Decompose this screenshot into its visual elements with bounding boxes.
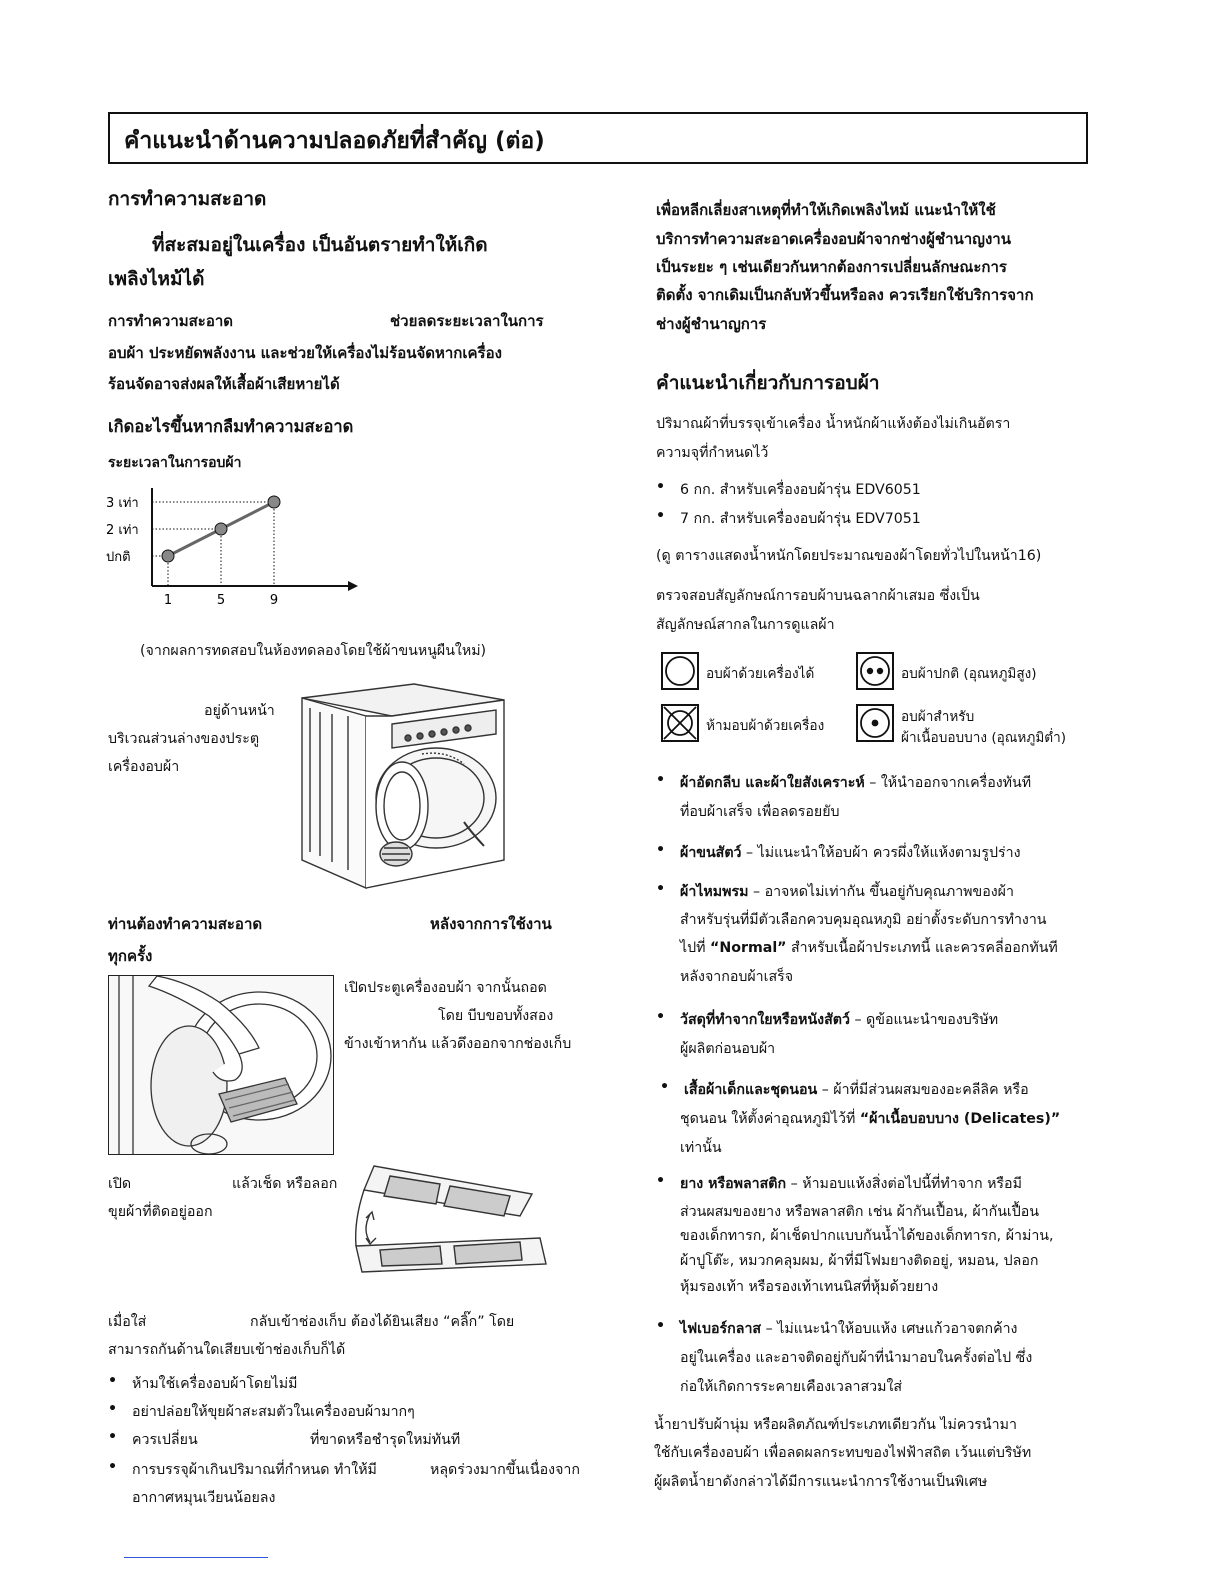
no-tumble-symbol bbox=[661, 704, 699, 742]
drying-heading: คำแนะนำเกี่ยวกับการอบผ้า bbox=[656, 372, 880, 394]
right-para1-5: ช่างผู้ชำนาญการ bbox=[656, 315, 767, 333]
rubber-text: – ห้ามอบแห้งสิ่งต่อไปนี้ที่ทำจาก หรือมี bbox=[786, 1176, 1022, 1192]
location-line-2: บริเวณส่วนล่างของประตู bbox=[108, 731, 260, 747]
rubber-line-3: ของเด็กทารก, ผ้าเช็ดปากแบบกันน้ำได้ของเด็กทารก, ผ้าม่าน, bbox=[680, 1228, 1054, 1244]
starch-item bbox=[680, 772, 1031, 794]
silk-3a: ไปที่ bbox=[680, 940, 711, 956]
chart-x-arrow bbox=[348, 581, 358, 591]
load-line-2: ความจุที่กำหนดไว้ bbox=[656, 445, 769, 461]
baby-bold: เสื้อผ้าเด็กและชุดนอน bbox=[684, 1082, 818, 1098]
silk-item bbox=[680, 881, 1014, 903]
fiberglass-item bbox=[680, 1318, 1017, 1340]
no-tumble-label: ห้ามอบผ้าด้วยเครื่อง bbox=[706, 718, 825, 734]
cleaning-heading: การทำความสะอาด bbox=[108, 188, 267, 210]
no-tumble-icon bbox=[663, 706, 697, 740]
cleaning-warning-1: ที่สะสมอยู่ในเครื่อง เป็นอันตรายทำให้เกิด bbox=[152, 234, 488, 256]
chart-x-tick: 9 bbox=[269, 593, 279, 608]
open-line-1: เปิดประตูเครื่องอบผ้า จากนั้นถอด bbox=[344, 980, 547, 996]
must-clean-1b: หลังจากการใช้งาน bbox=[430, 915, 552, 933]
symbol-line-1: ตรวจสอบสัญลักษณ์การอบผ้าบนฉลากผ้าเสมอ ซึ่งเป็น bbox=[656, 588, 980, 604]
cleaning-warning-2: เพลิงไหม้ได้ bbox=[108, 268, 205, 290]
must-clean-1a: ท่านต้องทำความสะอาด bbox=[108, 915, 263, 933]
fiberglass-bold: ไฟเบอร์กลาส bbox=[680, 1321, 762, 1337]
fur-bold: ผ้าขนสัตว์ bbox=[680, 845, 742, 861]
load-line-1: ปริมาณผ้าที่บรรจุเข้าเครื่อง น้ำหนักผ้าแห้งต้องไม่เกินอัตรา bbox=[656, 416, 1011, 432]
rubber-line-2: ส่วนผสมของยาง หรือพลาสติก เช่น ผ้ากันเปื้อน, ผ้ากันเปื้อน bbox=[680, 1204, 1039, 1220]
right-para1-2: บริการทำความสะอาดเครื่องอบผ้าจากช่างผู้ชำนาญงาน bbox=[656, 230, 1011, 248]
softener-line-3: ผู้ผลิตน้ำยาดังกล่าวได้มีการแนะนำการใช้งานเป็นพิเศษ bbox=[654, 1474, 988, 1490]
baby-item bbox=[684, 1079, 1029, 1101]
chart-point bbox=[268, 496, 280, 508]
normal-heat-label: อบผ้าปกติ (อุณหภูมิสูง) bbox=[901, 666, 1037, 682]
fur-item bbox=[680, 842, 1021, 864]
wipe-line-2: ขุยผ้าที่ติดอยู่ออก bbox=[108, 1204, 213, 1220]
softener-line-2: ใช้กับเครื่องอบผ้า เพื่อลดผลกระทบของไฟฟ้าสถิต เว้นแต่บริษัท bbox=[654, 1445, 1032, 1461]
right-para1-3: เป็นระยะ ๆ เช่นเดียวกันหากต้องการเปลี่ยนลักษณะการ bbox=[656, 258, 1007, 276]
insert-line-2: สามารถกันด้านใดเสียบเข้าช่องเก็บก็ได้ bbox=[108, 1342, 346, 1358]
wipe-line-1a: เปิด bbox=[108, 1176, 132, 1192]
chart-y-tick: 2 เท่า bbox=[106, 523, 139, 538]
model-6kg: • 6 กก. สำหรับเครื่องอบผ้ารุ่น EDV6051 bbox=[680, 479, 921, 501]
fiberglass-line-3: ก่อให้เกิดการระคายเคืองเวลาสวมใส่ bbox=[680, 1379, 903, 1395]
lint-filter-illustration bbox=[350, 1160, 554, 1282]
forget-heading: เกิดอะไรขึ้นหากลืมทำความสะอาด bbox=[108, 417, 354, 436]
leather-item bbox=[680, 1009, 998, 1031]
left-bullet-4c: อากาศหมุนเวียนน้อยลง bbox=[132, 1490, 276, 1506]
low-heat-icon bbox=[858, 706, 892, 740]
left-bullet-3b: ที่ขาดหรือชำรุดใหม่ทันที bbox=[310, 1432, 461, 1448]
drying-time-chart bbox=[104, 484, 364, 610]
test-note: (จากผลการทดสอบในห้องทดลองโดยใช้ผ้าขนหนูผืนใหม่) bbox=[140, 643, 487, 659]
silk-text: – อาจหดไม่เท่ากัน ขึ้นอยู่กับคุณภาพของผ้า bbox=[748, 884, 1014, 900]
left-bullet-4b: หลุดร่วงมากขึ้นเนื่องจาก bbox=[430, 1462, 580, 1478]
remove-filter-photo bbox=[108, 975, 334, 1155]
chart-y-tick: ปกติ bbox=[106, 550, 131, 565]
softener-line-1: น้ำยาปรับผ้านุ่ม หรือผลิตภัณฑ์ประเภทเดียวกัน ไม่ควรนำมา bbox=[654, 1417, 1017, 1433]
tumble-dry-label: อบผ้าด้วยเครื่องได้ bbox=[706, 666, 815, 682]
right-para1-4: ติดตั้ง จากเดิมเป็นกลับหัวขึ้นหรือลง ควรเรียกใช้บริการจาก bbox=[656, 286, 1034, 304]
left-bullet-2: • อย่าปล่อยให้ขุยผ้าสะสมตัวในเครื่องอบผ้ามากๆ bbox=[132, 1401, 415, 1423]
baby-line-3: เท่านั้น bbox=[680, 1140, 722, 1156]
low-heat-label-1: อบผ้าสำหรับ bbox=[901, 709, 975, 725]
silk-line-4: หลังจากอบผ้าเสร็จ bbox=[680, 969, 794, 985]
silk-3c: สำหรับเนื้อผ้าประเภทนี้ และควรคลี่ออกทันที bbox=[786, 940, 1058, 956]
low-heat-label-2: ผ้าเนื้อบอบบาง (อุณหภูมิต่ำ) bbox=[901, 730, 1067, 746]
silk-normal: “Normal” bbox=[710, 940, 787, 956]
chart-x-tick: 1 bbox=[163, 593, 173, 608]
leather-bold: วัสดุที่ทำจากใยหรือหนังสัตว์ bbox=[680, 1012, 850, 1028]
silk-line-2: สำหรับรุ่นที่มีตัวเลือกควบคุมอุณหภูมิ อย่าตั้งระดับการทำงาน bbox=[680, 912, 1047, 928]
benefit-line-2: อบผ้า ประหยัดพลังงาน และช่วยให้เครื่องไม่ร้อนจัดหากเครื่อง bbox=[108, 344, 502, 362]
baby-delicates: “ผ้าเนื้อบอบบาง (Delicates)” bbox=[859, 1111, 1061, 1127]
fiberglass-line-2: อยู่ในเครื่อง และอาจติดอยู่กับผ้าที่นำมาอบในครั้งต่อไป ซึ่ง bbox=[680, 1350, 1033, 1366]
table-reference: (ดู ตารางแสดงน้ำหนักโดยประมาณของผ้าโดยทั่วไปในหน้า16) bbox=[656, 548, 1042, 564]
must-clean-2: ทุกครั้ง bbox=[108, 947, 153, 965]
starch-line-2: ที่อบผ้าเสร็จ เพื่อลดรอยยับ bbox=[680, 804, 840, 820]
location-line-3: เครื่องอบผ้า bbox=[108, 759, 180, 775]
silk-line-3 bbox=[680, 937, 1058, 959]
leather-text: – ดูข้อแนะนำของบริษัท bbox=[849, 1012, 999, 1028]
normal-heat-icon bbox=[858, 654, 892, 688]
model-7kg: • 7 กก. สำหรับเครื่องอบผ้ารุ่น EDV7051 bbox=[680, 508, 921, 530]
chart-title: ระยะเวลาในการอบผ้า bbox=[108, 455, 242, 471]
rubber-line-4: ผ้าปูโต๊ะ, หมวกคลุมผม, ผ้าที่มีโฟมยางติดอยู่, หมอน, ปลอก bbox=[680, 1253, 1039, 1269]
fur-text: – ไม่แนะนำให้อบผ้า ควรผึ่งให้แห้งตามรูปร่าง bbox=[741, 845, 1021, 861]
symbol-line-2: สัญลักษณ์สากลในการดูแลผ้า bbox=[656, 617, 835, 633]
insert-line-1a: เมื่อใส่ bbox=[108, 1314, 147, 1330]
title-box bbox=[108, 112, 1088, 164]
wipe-line-1b: แล้วเช็ด หรือลอก bbox=[232, 1176, 338, 1192]
chart-point bbox=[215, 523, 227, 535]
rubber-line-5: หุ้มรองเท้า หรือรองเท้าเทนนิสที่หุ้มด้วยยาง bbox=[680, 1279, 939, 1295]
rubber-item bbox=[680, 1173, 1022, 1195]
open-line-3: ข้างเข้าหากัน แล้วดึงออกจากช่องเก็บ bbox=[344, 1036, 572, 1052]
chart-point bbox=[162, 550, 174, 562]
open-line-2: โดย บีบขอบทั้งสอง bbox=[438, 1008, 554, 1024]
normal-heat-symbol bbox=[856, 652, 894, 690]
insert-line-1b: กลับเข้าช่องเก็บ ต้องได้ยินเสียง “คลิ๊ก” โดย bbox=[250, 1314, 515, 1330]
location-line-1: อยู่ด้านหน้า bbox=[204, 703, 275, 719]
left-bullet-4a: • การบรรจุผ้าเกินปริมาณที่กำหนด ทำให้มี bbox=[132, 1459, 377, 1481]
rubber-bold: ยาง หรือพลาสติก bbox=[680, 1176, 787, 1192]
tumble-dry-symbol bbox=[661, 652, 699, 690]
silk-bold: ผ้าไหมพรม bbox=[680, 884, 749, 900]
benefit-line-3: ร้อนจัดอาจส่งผลให้เสื้อผ้าเสียหายได้ bbox=[108, 375, 340, 393]
footer-link-line bbox=[124, 1557, 268, 1558]
baby-2a: ชุดนอน ให้ตั้งค่าอุณหภูมิไว้ที่ bbox=[680, 1111, 860, 1127]
dryer-illustration bbox=[296, 682, 510, 894]
baby-line-2 bbox=[680, 1108, 1060, 1130]
starch-bold: ผ้าอัดกลีบ และผ้าใยสังเคราะห์ bbox=[680, 775, 865, 791]
tumble-dry-icon bbox=[663, 654, 697, 688]
baby-text: – ผ้าที่มีส่วนผสมของอะคลีลิค หรือ bbox=[817, 1082, 1029, 1098]
right-para1-1: เพื่อหลีกเลี่ยงสาเหตุที่ทำให้เกิดเพลิงไหม้ แนะนำให้ใช้ bbox=[656, 201, 996, 219]
fiberglass-text: – ไม่แนะนำให้อบแห้ง เศษแก้วอาจตกค้าง bbox=[761, 1321, 1018, 1337]
starch-text: – ให้นำออกจากเครื่องทันที bbox=[864, 775, 1032, 791]
left-bullet-1: • ห้ามใช้เครื่องอบผ้าโดยไม่มี bbox=[132, 1373, 297, 1395]
leather-line-2: ผู้ผลิตก่อนอบผ้า bbox=[680, 1041, 776, 1057]
chart-y-tick: 3 เท่า bbox=[106, 496, 139, 511]
low-heat-symbol bbox=[856, 704, 894, 742]
left-bullet-3a: • ควรเปลี่ยน bbox=[132, 1429, 198, 1451]
chart-x-tick: 5 bbox=[216, 593, 226, 608]
page-title: คำแนะนำด้านความปลอดภัยที่สำคัญ (ต่อ) bbox=[124, 128, 545, 154]
benefit-line-1b: ช่วยลดระยะเวลาในการ bbox=[390, 312, 544, 330]
benefit-line-1a: การทำความสะอาด bbox=[108, 312, 234, 330]
